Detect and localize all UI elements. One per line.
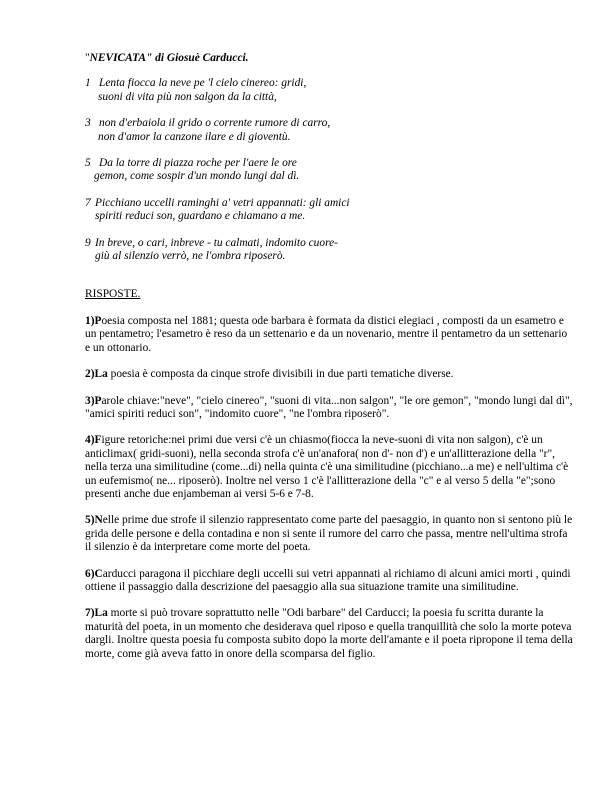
stanza-line: giù al silenzio verrò, ne l'ombra riposerò.	[95, 250, 286, 263]
answer-text: igure retoriche:nei primi due versi c'è un chiasmo(fiocca la neve-suoni di vita non salgon), c'è un anticlimax( gridi-suoni), nella seconda strofa c'è un'anafora( non d'- non d') e un'allitterazione della "r", nella terza una similitudine (come...di) nella quinta c'è una similitudine (picchiano...a me) e nell'ultima c'è un eufemismo( ne... riposerò). Inoltre nel verso 1 c'è l'allitterazione della "c" e al verso 5 della "e";sono presenti anche due enjambeman ai versi 5-6 e 7-8.	[85, 434, 569, 500]
answer-number: 2)	[85, 368, 95, 381]
title-open-quote: "	[85, 52, 90, 64]
stanza-line: gemon, come sospir d'un mondo lungi dal dì.	[94, 170, 300, 183]
answer-number: 5)	[85, 514, 95, 527]
stanza-number: 3	[85, 117, 91, 130]
stanza-line: spiriti reduci son, guardano e chiamano a me.	[95, 210, 306, 223]
answer-text: arducci paragona il picchiare degli uccelli sui vetri appannati al richiamo di alcuni amici morti , quindi ottiene il passaggio dalla descrizione del paesaggio alla sua situazione tramite una similitudine.	[85, 567, 571, 593]
answer-7	[85, 607, 575, 661]
document-page	[85, 52, 575, 674]
answer-4	[85, 434, 575, 501]
answer-text: morte si può trovare soprattutto nelle "Odi barbare" del Carducci; la poesia fu scritta durante la maturità del poeta, in un momento che desiderava quel riposo e quella tranquillità che solo la morte poteva dargli. Inoltre questa poesia fu composta subito dopo la morte dell'amante e il poeta ripropone il tema della morte, come già aveva fatto in onore della scomparsa del figlio.	[85, 607, 573, 660]
stanza-line: In breve, o cari, inbreve - tu calmati, indomito cuore-	[95, 236, 338, 249]
stanza-line: suoni di vita più non salgon da la città,	[98, 90, 277, 103]
answer-3	[85, 395, 575, 422]
stanza-number: 9	[85, 236, 91, 249]
answer-number: 1)	[85, 314, 95, 327]
answer-1	[85, 315, 575, 355]
answer-2	[85, 368, 575, 381]
answer-number: 4)	[85, 434, 95, 447]
answer-text: oesia composta nel 1881; questa ode barbara è formata da distici elegiaci , composti da un esametro e un pentametro; l'esametro è reso da un settenario e da un novenario, mentre il pentametro da un settenario e un ottonario.	[85, 314, 568, 354]
stanza-line: Lenta fiocca la neve pe 'l cielo cinereo: gridi,	[99, 77, 307, 90]
answer-lead: C	[94, 567, 103, 580]
answer-text: elle prime due strofe il silenzio rappresentato come parte del paesaggio, in quanto non si sentono più le grida delle persone e della contadina e non si sente il rumore del carro che passa, mentre nell'ultima strofa il silenzio è da interpretare come morte del poeta.	[85, 514, 573, 554]
stanza-1	[85, 77, 575, 104]
stanza-9	[85, 237, 575, 264]
stanza-7	[85, 197, 575, 224]
answer-lead: F	[94, 434, 102, 447]
answer-lead: P	[94, 394, 102, 407]
stanza-line: Picchiano uccelli raminghi a' vetri appannati: gli amici	[95, 196, 350, 209]
answers-heading: RISPOSTE.	[85, 288, 141, 301]
stanza-number: 1	[85, 77, 91, 90]
stanza-3	[85, 117, 575, 144]
answer-number: 6)	[85, 567, 95, 580]
answer-text: poesia è composta da cinque strofe divisibili in due parti tematiche diverse.	[107, 368, 454, 381]
stanza-line: non d'erbaiola il grido o corrente rumore di carro,	[99, 117, 331, 130]
answer-5	[85, 514, 575, 554]
title-text: NEVICATA" di Giosuè Carducci.	[89, 52, 249, 64]
answer-lead: La	[94, 607, 108, 620]
answer-6	[85, 568, 575, 595]
answer-lead: P	[94, 314, 102, 327]
answer-lead: N	[94, 514, 103, 527]
answer-number: 3)	[85, 394, 95, 407]
stanza-number: 7	[85, 196, 91, 209]
stanza-line: Da la torre di piazza roche per l'aere le ore	[99, 157, 297, 170]
answer-text: arole chiave:"neve", "cielo cinereo", "suoni di vita...non salgon", "le ore gemon", "mondo lungi dal dì", "amici spiriti reduci son", "indomito cuore", "ne l'ombra riposerò".	[85, 394, 573, 420]
stanza-number: 5	[85, 157, 91, 170]
poem-title	[85, 52, 575, 65]
answer-number: 7)	[85, 607, 95, 620]
stanza-line: non d'amor la canzone ilare e di gioventù.	[98, 130, 291, 143]
answer-lead: La	[94, 368, 108, 381]
stanza-5	[85, 157, 575, 184]
